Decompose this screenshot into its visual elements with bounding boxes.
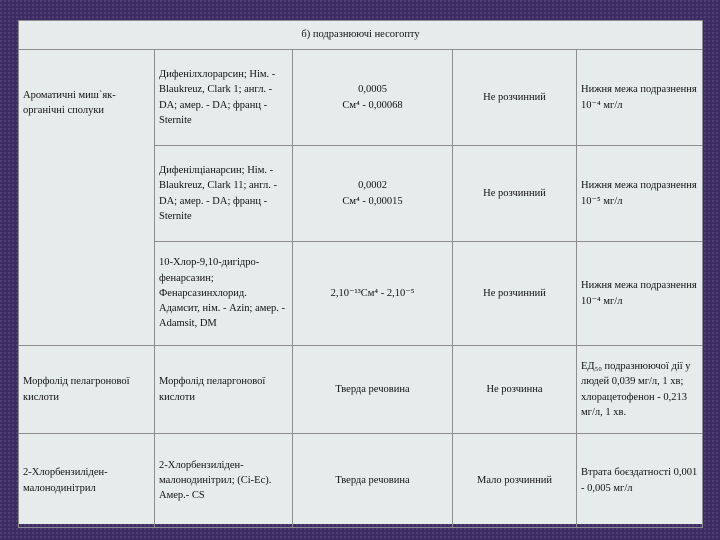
name-cell: Дифенілхлорарсин; Нім. - Blaukreuz, Clark 1; англ. - DA; амер. - DA; франц - Sternite <box>155 50 293 146</box>
name-cell: 2-Хлорбензиліден-малонодинітрил; (Сі-Ес). Амер.- CS <box>155 434 293 528</box>
solubility-cell: Не розчинний <box>453 242 577 346</box>
effect-cell: ЕД₅₀ подразнюючої дії у людей 0,039 мг/л, 1 хв; хлорацетофенон - 0,213 мг/л, 1 хв. <box>577 346 703 434</box>
effect-cell <box>577 146 703 242</box>
table-row <box>19 50 703 146</box>
solubility-cell: Не розчинний <box>453 146 577 242</box>
effect-label: Нижня межа подразнення <box>581 180 697 192</box>
group-cell: Ароматичні миш`як-органічні сполуки <box>19 50 155 346</box>
concentration-cell: 2,10⁻¹³Cм⁴ - 2,10⁻⁵ <box>293 242 453 346</box>
solubility-cell: Не розчинна <box>453 346 577 434</box>
effect-cell: Втрата боєздатності 0,001 - 0,005 мг/л <box>577 434 703 528</box>
effect-cell <box>577 242 703 346</box>
concentration-value: 0,0005 <box>358 84 387 96</box>
name-cell: Дифенілціанарсин; Нім. - Blaukreuz, Clark 11; англ. - DA; амер. - DA; франц - Sternite <box>155 146 293 242</box>
group-cell: 2-Хлорбензиліден-малонодинітрил <box>19 434 155 528</box>
effect-value: 10⁻⁵ мг/л <box>581 195 623 207</box>
table-row <box>19 346 703 434</box>
concentration-cell <box>293 50 453 146</box>
concentration-range: Cм⁴ - 0,00015 <box>342 195 403 207</box>
name-cell: 10-Хлор-9,10-дигідро-фенарсазин; Фенарсазинхлорид. Адамсит, нім. - Azin; амер. - Adamsit, DM <box>155 242 293 346</box>
concentration-cell <box>293 146 453 242</box>
table-header-row <box>19 21 703 50</box>
concentration-range: Cм⁴ - 0,00068 <box>342 99 403 111</box>
concentration-cell: Тверда речовина <box>293 346 453 434</box>
concentration-cell: Тверда речовина <box>293 434 453 528</box>
name-cell: Морфолід пеларгонової кислоти <box>155 346 293 434</box>
effect-label: Нижня межа подразнення <box>581 280 697 292</box>
effect-label: Нижня межа подразнення <box>581 84 697 96</box>
slide <box>18 20 702 524</box>
table-row <box>19 434 703 528</box>
section-header: б) подразнюючі несогопту <box>19 21 703 50</box>
group-cell: Морфолід пелагронової кислоти <box>19 346 155 434</box>
agents-table <box>18 20 703 528</box>
concentration-value: 0,0002 <box>358 180 387 192</box>
solubility-cell: Не розчинний <box>453 50 577 146</box>
effect-value: 10⁻⁴ мг/л <box>581 295 623 307</box>
effect-value: 10⁻⁴ мг/л <box>581 99 623 111</box>
effect-cell <box>577 50 703 146</box>
solubility-cell: Мало розчинний <box>453 434 577 528</box>
